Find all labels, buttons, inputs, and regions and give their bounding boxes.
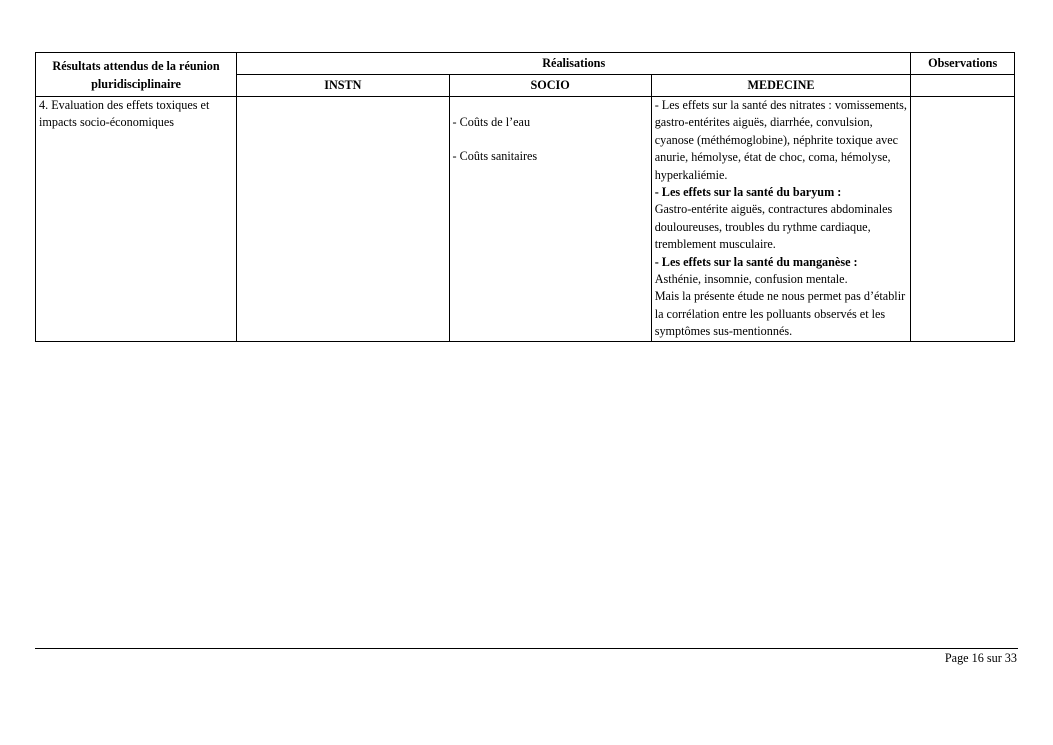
header-achievements: Réalisations [237, 53, 911, 75]
table-row [36, 97, 1015, 342]
cell-instn [237, 97, 449, 342]
header-results: Résultats attendus de la réunion pluridisciplinaire [36, 53, 237, 97]
header-observations-blank [911, 75, 1015, 97]
socio-item-water-cost: - Coûts de l’eau [452, 115, 531, 129]
medecine-manganese-title: - Les effets sur la santé du manganèse : [654, 254, 858, 269]
footer-divider [35, 648, 1018, 649]
table-header-row [36, 53, 1015, 75]
medecine-nitrates: - Les effets sur la santé des nitrates : vomissements, gastro-entérites aiguës, diarrhée, convulsion, cyanose (méthémoglobine), néphrite toxique avec anurie, hémolyse, état de choc, coma, hémolyse, hyperkaliémie. [654, 98, 907, 182]
header-medecine: MEDECINE [651, 75, 911, 97]
cell-result: 4. Evaluation des effets toxiques et impacts socio-économiques [36, 97, 237, 342]
socio-item-health-cost: - Coûts sanitaires [452, 149, 538, 164]
header-instn: INSTN [237, 75, 449, 97]
medecine-baryum-text: Gastro-entérite aiguës, contractures abdominales douloureuses, troubles du rythme cardiaque, tremblement musculaire. [654, 202, 893, 252]
header-socio: SOCIO [449, 75, 651, 97]
medecine-manganese-text: Asthénie, insomnie, confusion mentale. [654, 272, 848, 287]
results-table [35, 52, 1015, 342]
header-observations: Observations [911, 53, 1015, 75]
cell-socio [449, 97, 651, 342]
medecine-baryum-title: - Les effets sur la santé du baryum : [654, 185, 842, 200]
medecine-conclusion: Mais la présente étude ne nous permet pas d’établir la corrélation entre les polluants observés et les symptômes sus-mentionnés. [654, 289, 906, 339]
cell-observations [911, 97, 1015, 342]
socio-spacer [453, 131, 648, 148]
page-number: Page 16 sur 33 [944, 651, 1017, 665]
cell-medecine [651, 97, 911, 342]
